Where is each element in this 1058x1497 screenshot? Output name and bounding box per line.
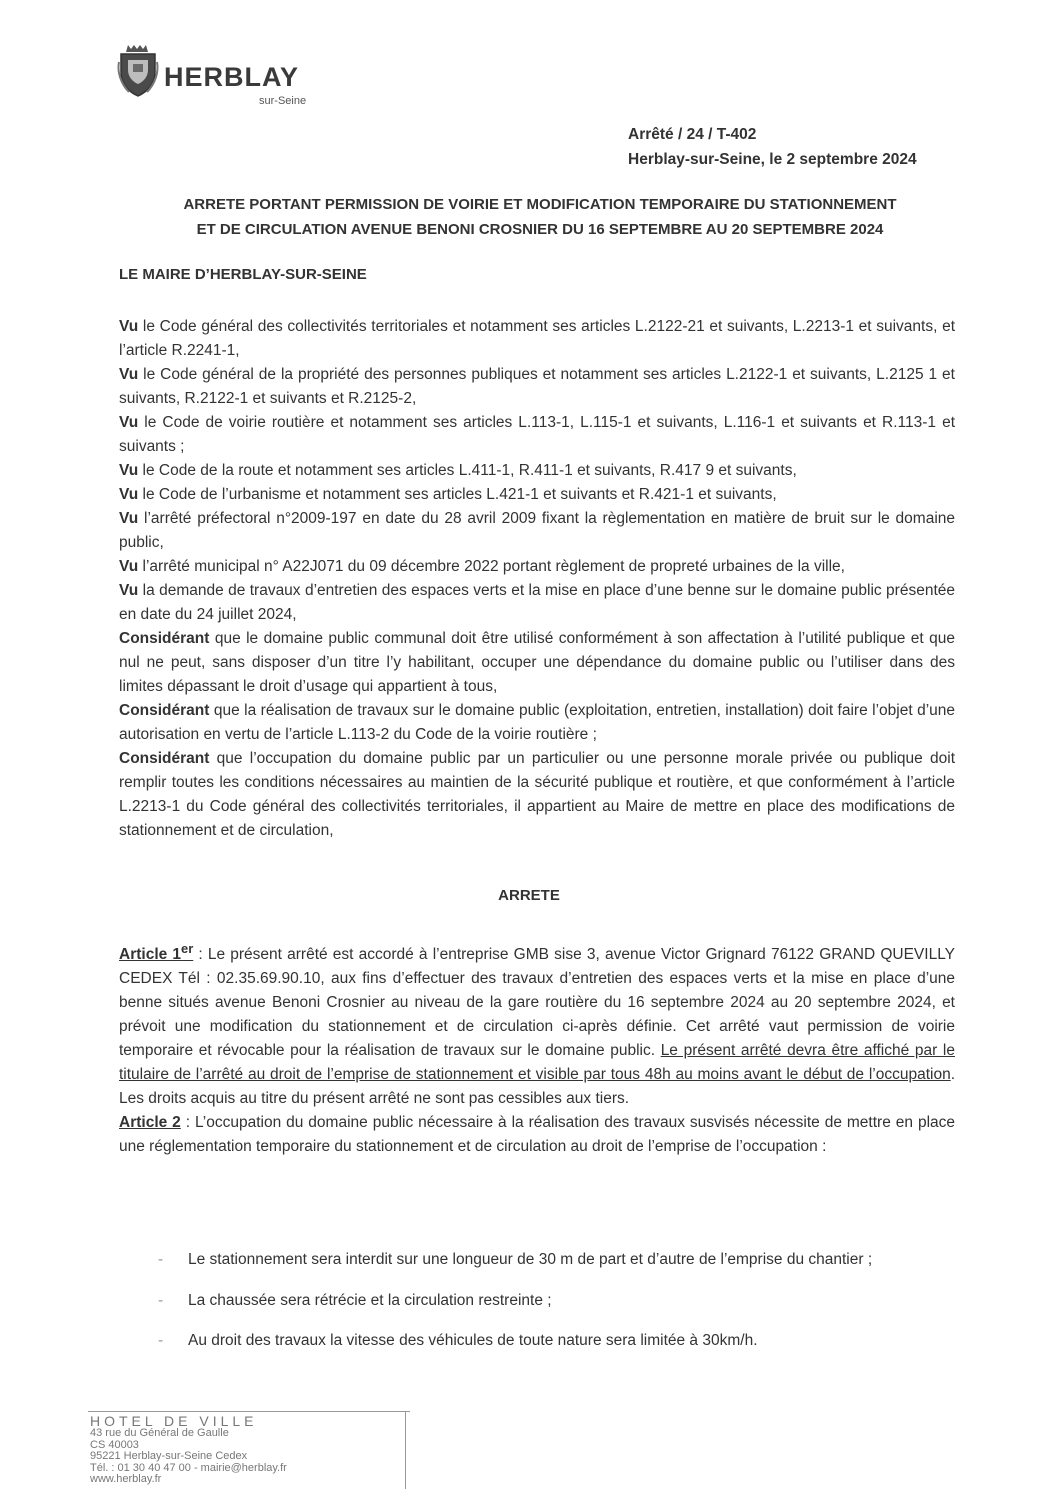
recital-lead: Vu <box>119 366 139 383</box>
logo-subtitle: sur-Seine <box>259 95 307 107</box>
recital <box>119 363 955 411</box>
decree-number: Arrêté / 24 / T-402 <box>628 126 757 143</box>
recitals <box>119 315 955 843</box>
article-1-posting-requirement: Le présent arrêté devra être affiché par le titulaire de l’arrêté au droit de l’emprise de stationnement et visible par tous 48h au moins avant le début de l’occupation <box>119 1042 955 1084</box>
article-2 <box>119 1111 955 1159</box>
recital <box>119 411 955 459</box>
recital-text: l’arrêté municipal n° A22J071 du 09 décembre 2022 portant règlement de propreté urbaines de la ville, <box>138 558 845 575</box>
recital <box>119 579 955 627</box>
recital-text: que l’occupation du domaine public par un particulier ou une personne morale privée ou publique doit remplir toutes les conditions nécessaires au maintien de la sécurité publique et routière, et que conformément à l’article L.2213-1 du Code général des collectivités territoriales, il appartient au Maire de mettre en place des modifications de stationnement et de circulation, <box>119 750 955 839</box>
article-1 <box>119 937 955 1111</box>
decree-title-line-2: ET DE CIRCULATION AVENUE BENONI CROSNIER DU 16 SEPTEMBRE AU 20 SEPTEMBRE 2024 <box>196 221 884 238</box>
recital-text: le Code de la route et notamment ses articles L.411-1, R.411-1 et suivants, R.417 9 et suivants, <box>138 462 797 479</box>
recital <box>119 699 955 747</box>
recital <box>119 507 955 555</box>
recital-lead: Vu <box>119 462 139 479</box>
recital <box>119 459 955 483</box>
article-1-text-end: . Les droits acquis au titre du présent arrêté ne sont pas cessibles aux tiers. <box>119 1066 955 1108</box>
article-2-text: : L’occupation du domaine public nécessaire à la réalisation des travaux susvisés nécessite de mettre en place une réglementation temporaire du stationnement et de circulation au droit de l’emprise de l’occupation : <box>119 1114 955 1156</box>
decree-title <box>110 192 970 242</box>
footer-rule <box>88 1411 410 1412</box>
recital-lead: Vu <box>119 318 139 335</box>
footer-website: www.herblay.fr <box>90 1473 162 1485</box>
recital-lead: Vu <box>119 414 139 431</box>
recital-text: le Code de voirie routière et notamment ses articles L.113-1, L.115-1 et suivants, L.116-1 et suivants et R.113-1 et suivants ; <box>119 414 955 455</box>
bullet-dash: - <box>158 1292 164 1309</box>
recital-text: que le domaine public communal doit être utilisé conformément à son affectation à l’utilité publique et que nul ne peut, sans disposer d’un titre l’y habilitant, occuper une dépendance du domaine public ou l’utiliser dans des limites dépassant le droit d’usage qui appartient à tous, <box>119 630 955 695</box>
list-item <box>158 1289 958 1313</box>
recital-lead: Vu <box>119 510 139 527</box>
list-item <box>158 1243 958 1277</box>
recital-text: l’arrêté préfectoral n°2009-197 en date du 28 avril 2009 fixant la règlementation en matière de bruit sur le domaine public, <box>119 510 955 551</box>
arrete-heading: ARRETE <box>498 887 560 904</box>
recital-lead: Vu <box>119 558 139 575</box>
recital <box>119 555 955 579</box>
recital-text: la demande de travaux d’entretien des espaces verts et la mise en place d’une benne sur le domaine public présentée en date du 24 juillet 2024, <box>119 582 955 623</box>
recital-lead: Considérant <box>119 702 210 719</box>
footer-address <box>90 1414 287 1486</box>
recital <box>119 483 955 507</box>
list-item <box>158 1329 958 1353</box>
recital-text: le Code de l’urbanisme et notamment ses articles L.421-1 et suivants et R.421-1 et suivants, <box>138 486 777 503</box>
footer-line: 43 rue du Général de Gaulle <box>90 1427 229 1439</box>
recital-text: le Code général des collectivités territoriales et notamment ses articles L.2122-21 et suivants, L.2213-1 et suivants, et l’article R.2241-1, <box>119 318 955 359</box>
article-1-label-text: Article 1 <box>119 946 182 964</box>
recital-text: que la réalisation de travaux sur le domaine public (exploitation, entretien, installation) doit faire l’objet d’une autorisation en vertu de l’article L.113-2 du Code de la voirie routière ; <box>119 702 955 743</box>
recital <box>119 315 955 363</box>
footer-vertical-rule <box>405 1411 406 1489</box>
recital-text: le Code général de la propriété des personnes publiques et notamment ses articles L.2122-1 et suivants, L.2125 1 et suivants, R.2122-1 et suivants et R.2125-2, <box>119 366 955 407</box>
footer-line: Tél. : 01 30 40 47 00 - mairie@herblay.fr <box>90 1461 287 1474</box>
logo-town-name: HERBLAY <box>164 62 300 92</box>
coat-of-arms-icon <box>116 42 160 98</box>
footer-heading: HOTEL DE VILLE <box>90 1413 258 1429</box>
articles <box>119 937 955 1159</box>
article-2-label: Article 2 <box>119 1114 181 1132</box>
herblay-logo <box>116 42 346 112</box>
decree-title-line-1: ARRETE PORTANT PERMISSION DE VOIRIE ET MODIFICATION TEMPORAIRE DU STATIONNEMENT <box>183 196 897 213</box>
article-1-text: : Le présent arrêté est accordé à l’entreprise GMB sise 3, avenue Victor Grignard 76122 GRAND QUEVILLY CEDEX Tél : 02.35.69.90.10, aux fins d’effectuer des travaux d’entretien des espaces verts et la mise en place d’une benne situés avenue Benoni Crosnier au niveau de la gare routière du 16 septembre 2024 au 20 septembre 2024, et prévoit une modification du stationnement et de circulation ci-après définie. Cet arrêté vaut permission de voirie temporaire et révocable pour la réalisation de travaux sur le domaine public. <box>119 946 956 1060</box>
list-item-text: La chaussée sera rétrécie et la circulation restreinte ; <box>188 1292 552 1309</box>
recital-lead: Considérant <box>119 750 210 767</box>
mayor-heading: LE MAIRE D’HERBLAY-SUR-SEINE <box>119 266 367 283</box>
measures-list <box>158 1243 958 1353</box>
recital-lead: Vu <box>119 582 139 599</box>
list-item-text: Au droit des travaux la vitesse des véhicules de toute nature sera limitée à 30km/h. <box>188 1332 758 1349</box>
article-1-label <box>119 941 194 964</box>
decree-place-date: Herblay-sur-Seine, le 2 septembre 2024 <box>628 151 917 168</box>
decree-reference <box>628 122 917 172</box>
bullet-dash: - <box>158 1332 164 1349</box>
recital-lead: Vu <box>119 486 139 503</box>
recital <box>119 747 955 843</box>
article-1-label-sup: er <box>181 941 194 956</box>
footer-line: CS 40003 <box>90 1438 139 1451</box>
footer-line: 95221 Herblay-sur-Seine Cedex <box>90 1450 248 1462</box>
list-item-text: Le stationnement sera interdit sur une longueur de 30 m de part et d’autre de l’emprise du chantier ; <box>188 1251 873 1268</box>
recital-lead: Considérant <box>119 630 210 647</box>
bullet-dash: - <box>158 1251 164 1268</box>
recital <box>119 627 955 699</box>
